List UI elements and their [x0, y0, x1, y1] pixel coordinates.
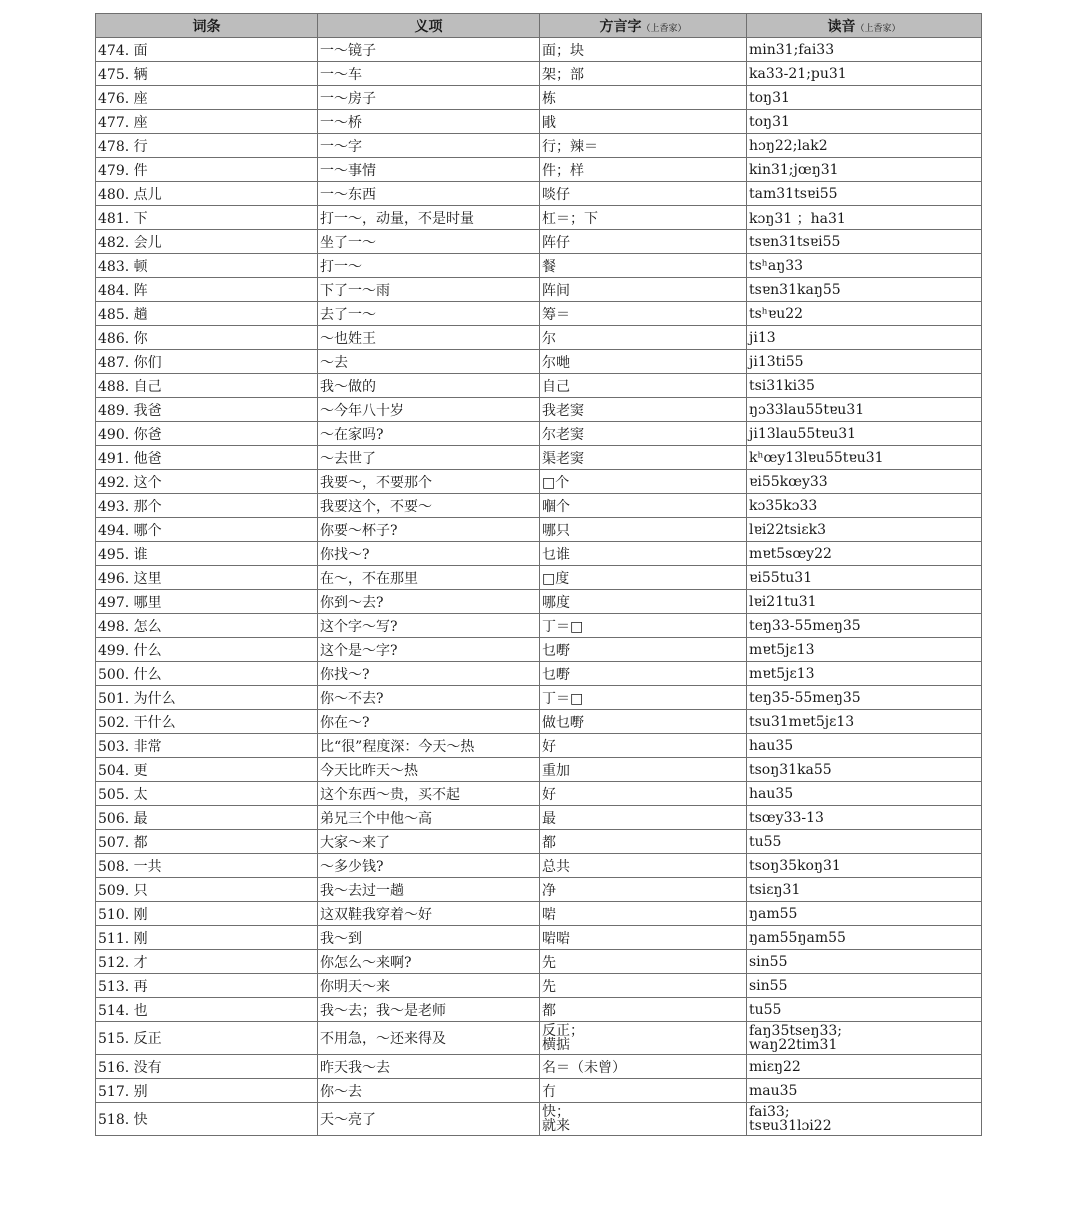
cell-term: 475. 辆: [96, 62, 318, 86]
cell-reading: hau35: [747, 782, 982, 806]
cell-dialect: 名＝（未曾）: [540, 1055, 747, 1079]
cell-reading: tsʰaŋ33: [747, 254, 982, 278]
cell-reading: lɐi21tu31: [747, 590, 982, 614]
cell-term: 481. 下: [96, 206, 318, 230]
cell-dialect: 尔: [540, 326, 747, 350]
table-row: [96, 638, 982, 662]
cell-dialect: 嗰个: [540, 494, 747, 518]
cell-term: 477. 座: [96, 110, 318, 134]
header-reading: 读音（上香家）: [747, 14, 982, 38]
cell-meaning: 你找～?: [318, 542, 540, 566]
cell-dialect: 最: [540, 806, 747, 830]
cell-term: 507. 都: [96, 830, 318, 854]
cell-term: 486. 你: [96, 326, 318, 350]
cell-term: 482. 会儿: [96, 230, 318, 254]
cell-meaning: 去了一～: [318, 302, 540, 326]
cell-dialect: 餐: [540, 254, 747, 278]
table-row: [96, 758, 982, 782]
table-row: [96, 326, 982, 350]
cell-reading: toŋ31: [747, 86, 982, 110]
cell-reading: tam31tsɐi55: [747, 182, 982, 206]
cell-meaning: 你要～杯子?: [318, 518, 540, 542]
cell-meaning: ～也姓王: [318, 326, 540, 350]
cell-reading: sin55: [747, 950, 982, 974]
cell-dialect-line: 快；: [542, 1104, 570, 1120]
cell-meaning: ～多少钱?: [318, 854, 540, 878]
cell-term: 498. 怎么: [96, 614, 318, 638]
cell-term: 506. 最: [96, 806, 318, 830]
table-row: [96, 230, 982, 254]
table-row: [96, 110, 982, 134]
cell-reading: mau35: [747, 1079, 982, 1103]
cell-term: 489. 我爸: [96, 398, 318, 422]
cell-term: 480. 点儿: [96, 182, 318, 206]
table-row: [96, 854, 982, 878]
cell-reading: tsiɛŋ31: [747, 878, 982, 902]
cell-reading-line: tsɐu31lɔi22: [749, 1118, 832, 1134]
header-dialect: 方言字（上香家）: [540, 14, 747, 38]
cell-reading: ji13ti55: [747, 350, 982, 374]
cell-reading: teŋ35-55meŋ35: [747, 686, 982, 710]
cell-reading: ŋam55: [747, 902, 982, 926]
cell-dialect: 件；样: [540, 158, 747, 182]
cell-term: 496. 这里: [96, 566, 318, 590]
cell-reading: mɐt5jɛ13: [747, 662, 982, 686]
cell-meaning: ～去: [318, 350, 540, 374]
cell-meaning: 打一～，动量，不是时量: [318, 206, 540, 230]
table-row: [96, 974, 982, 998]
cell-term: 511. 刚: [96, 926, 318, 950]
cell-dialect: 乜嘢: [540, 662, 747, 686]
cell-term: 502. 干什么: [96, 710, 318, 734]
cell-reading: min31;fai33: [747, 38, 982, 62]
cell-dialect: 啱: [540, 902, 747, 926]
cell-reading-line: fai33;: [749, 1104, 790, 1120]
cell-meaning: 一～事情: [318, 158, 540, 182]
cell-dialect: 乜嘢: [540, 638, 747, 662]
cell-reading: ŋɔ33lau55tɐu31: [747, 398, 982, 422]
cell-meaning: 坐了一～: [318, 230, 540, 254]
cell-meaning: 下了一～雨: [318, 278, 540, 302]
cell-term: 509. 只: [96, 878, 318, 902]
cell-term: 491. 他爸: [96, 446, 318, 470]
cell-dialect: [540, 1103, 747, 1136]
header-dialect-note: （上香家）: [641, 23, 687, 34]
cell-reading: kin31;jœŋ31: [747, 158, 982, 182]
cell-term: 490. 你爸: [96, 422, 318, 446]
cell-meaning: 一～镜子: [318, 38, 540, 62]
cell-term: 513. 再: [96, 974, 318, 998]
cell-meaning: 今天比昨天～热: [318, 758, 540, 782]
cell-reading: hɔŋ22;lak2: [747, 134, 982, 158]
cell-dialect: 啖仔: [540, 182, 747, 206]
cell-dialect: 行；辣＝: [540, 134, 747, 158]
cell-reading: ŋam55ŋam55: [747, 926, 982, 950]
cell-meaning: 你～不去?: [318, 686, 540, 710]
table-row: [96, 566, 982, 590]
cell-reading: kɔ35kɔ33: [747, 494, 982, 518]
cell-meaning: 一～桥: [318, 110, 540, 134]
cell-dialect: 啱啱: [540, 926, 747, 950]
cell-meaning: 弟兄三个中他～高: [318, 806, 540, 830]
cell-meaning: 你～去: [318, 1079, 540, 1103]
cell-reading: tsʰɐu22: [747, 302, 982, 326]
cell-meaning: 你明天～来: [318, 974, 540, 998]
cell-meaning: 大家～来了: [318, 830, 540, 854]
table-row: [96, 710, 982, 734]
cell-dialect: 重加: [540, 758, 747, 782]
cell-dialect: 先: [540, 974, 747, 998]
cell-dialect: 筹＝: [540, 302, 747, 326]
table-row: [96, 806, 982, 830]
cell-reading: kɔŋ31 ；ha31: [747, 206, 982, 230]
header-row: [96, 14, 982, 38]
cell-dialect-line: 横掂: [542, 1037, 570, 1053]
cell-term: 515. 反正: [96, 1022, 318, 1055]
table-row: [96, 1055, 982, 1079]
cell-reading: tsɐn31kaŋ55: [747, 278, 982, 302]
cell-term: 478. 行: [96, 134, 318, 158]
cell-reading: ɐi55kœy33: [747, 470, 982, 494]
table-row: [96, 734, 982, 758]
cell-reading: mɐt5jɛ13: [747, 638, 982, 662]
cell-meaning: 你找～?: [318, 662, 540, 686]
header-meaning: 义项: [318, 14, 540, 38]
cell-term: 517. 别: [96, 1079, 318, 1103]
cell-term: 493. 那个: [96, 494, 318, 518]
cell-term: 487. 你们: [96, 350, 318, 374]
table-row: [96, 446, 982, 470]
cell-term: 488. 自己: [96, 374, 318, 398]
cell-meaning: 一～字: [318, 134, 540, 158]
table-row: [96, 494, 982, 518]
cell-meaning: 这双鞋我穿着～好: [318, 902, 540, 926]
table-row: [96, 902, 982, 926]
cell-term: 500. 什么: [96, 662, 318, 686]
table-row: [96, 830, 982, 854]
cell-reading: tsu31mɐt5jɛ13: [747, 710, 982, 734]
cell-term: 503. 非常: [96, 734, 318, 758]
cell-reading-line: waŋ22tim31: [749, 1037, 838, 1053]
cell-reading: kʰœy13lɐu55tɐu31: [747, 446, 982, 470]
table-row: [96, 278, 982, 302]
cell-dialect: 尔哋: [540, 350, 747, 374]
cell-term: 497. 哪里: [96, 590, 318, 614]
cell-term: 484. 阵: [96, 278, 318, 302]
cell-meaning: 你怎么～来啊?: [318, 950, 540, 974]
cell-reading: toŋ31: [747, 110, 982, 134]
table-row: [96, 1103, 982, 1136]
cell-reading: miɛŋ22: [747, 1055, 982, 1079]
cell-dialect: 好: [540, 782, 747, 806]
cell-reading: hau35: [747, 734, 982, 758]
cell-meaning: 一～车: [318, 62, 540, 86]
cell-term: 474. 面: [96, 38, 318, 62]
cell-reading: ka33-21;pu31: [747, 62, 982, 86]
table-row: [96, 422, 982, 446]
cell-dialect: 渠老窦: [540, 446, 747, 470]
table-row: [96, 1022, 982, 1055]
cell-dialect: 都: [540, 830, 747, 854]
cell-meaning: ～今年八十岁: [318, 398, 540, 422]
cell-meaning: 我要～，不要那个: [318, 470, 540, 494]
cell-meaning: ～去世了: [318, 446, 540, 470]
cell-reading: teŋ33-55meŋ35: [747, 614, 982, 638]
table-row: [96, 998, 982, 1022]
table-row: [96, 470, 982, 494]
cell-dialect: 尔老窦: [540, 422, 747, 446]
table-row: [96, 62, 982, 86]
cell-term: 501. 为什么: [96, 686, 318, 710]
cell-dialect: 面；块: [540, 38, 747, 62]
cell-reading: tsœy33-13: [747, 806, 982, 830]
cell-reading: ji13: [747, 326, 982, 350]
cell-term: 505. 太: [96, 782, 318, 806]
cell-term: 510. 刚: [96, 902, 318, 926]
cell-term: 485. 趟: [96, 302, 318, 326]
table-row: [96, 158, 982, 182]
cell-term: 495. 谁: [96, 542, 318, 566]
table-row: [96, 518, 982, 542]
cell-reading: [747, 1103, 982, 1136]
cell-dialect: 做乜嘢: [540, 710, 747, 734]
table-body: [96, 38, 982, 1136]
cell-dialect: 阵间: [540, 278, 747, 302]
cell-term: 499. 什么: [96, 638, 318, 662]
table-row: [96, 374, 982, 398]
cell-reading: tsi31ki35: [747, 374, 982, 398]
cell-meaning: 比“很”程度深：今天～热: [318, 734, 540, 758]
table-row: [96, 206, 982, 230]
cell-dialect: [540, 1022, 747, 1055]
cell-term: 494. 哪个: [96, 518, 318, 542]
table-row: [96, 86, 982, 110]
cell-term: 479. 件: [96, 158, 318, 182]
cell-term: 492. 这个: [96, 470, 318, 494]
cell-meaning: 我～到: [318, 926, 540, 950]
cell-dialect: 净: [540, 878, 747, 902]
cell-dialect: 总共: [540, 854, 747, 878]
cell-dialect: 哪只: [540, 518, 747, 542]
table-row: [96, 134, 982, 158]
cell-meaning: 我～做的: [318, 374, 540, 398]
table-row: [96, 254, 982, 278]
cell-meaning: 昨天我～去: [318, 1055, 540, 1079]
cell-dialect-line: 就来: [542, 1118, 570, 1134]
cell-dialect: 哪度: [540, 590, 747, 614]
cell-dialect: 乜谁: [540, 542, 747, 566]
cell-dialect: □个: [540, 470, 747, 494]
cell-dialect: 戙: [540, 110, 747, 134]
cell-meaning: 我～去过一趟: [318, 878, 540, 902]
cell-reading: [747, 1022, 982, 1055]
table-row: [96, 302, 982, 326]
cell-meaning: 你到～去?: [318, 590, 540, 614]
cell-term: 516. 没有: [96, 1055, 318, 1079]
cell-meaning: 打一～: [318, 254, 540, 278]
cell-reading: tu55: [747, 998, 982, 1022]
cell-meaning: 在～，不在那里: [318, 566, 540, 590]
cell-reading: tu55: [747, 830, 982, 854]
cell-dialect: 好: [540, 734, 747, 758]
cell-reading-line: faŋ35tseŋ33;: [749, 1023, 843, 1039]
cell-term: 504. 更: [96, 758, 318, 782]
cell-meaning: 你在～?: [318, 710, 540, 734]
cell-reading: ɐi55tu31: [747, 566, 982, 590]
cell-reading: mɐt5sœy22: [747, 542, 982, 566]
header-term: 词条: [96, 14, 318, 38]
cell-meaning: 天～亮了: [318, 1103, 540, 1136]
cell-reading: ji13lau55tɐu31: [747, 422, 982, 446]
table-row: [96, 590, 982, 614]
table-row: [96, 926, 982, 950]
table-row: [96, 1079, 982, 1103]
cell-dialect: 栋: [540, 86, 747, 110]
cell-dialect: 先: [540, 950, 747, 974]
cell-meaning: 我～去；我～是老师: [318, 998, 540, 1022]
table-row: [96, 950, 982, 974]
cell-meaning: 一～东西: [318, 182, 540, 206]
table-row: [96, 782, 982, 806]
table-row: [96, 662, 982, 686]
cell-meaning: 我要这个，不要～: [318, 494, 540, 518]
cell-term: 476. 座: [96, 86, 318, 110]
cell-reading: sin55: [747, 974, 982, 998]
table-row: [96, 398, 982, 422]
cell-dialect: 丁＝□: [540, 614, 747, 638]
cell-dialect: 冇: [540, 1079, 747, 1103]
table-row: [96, 350, 982, 374]
table-row: [96, 38, 982, 62]
cell-term: 518. 快: [96, 1103, 318, 1136]
cell-dialect: □度: [540, 566, 747, 590]
cell-meaning: ～在家吗?: [318, 422, 540, 446]
cell-term: 483. 顿: [96, 254, 318, 278]
cell-term: 512. 才: [96, 950, 318, 974]
vocabulary-table: [95, 13, 982, 1136]
header-reading-note: （上香家）: [855, 23, 901, 34]
cell-dialect-line: 反正；: [542, 1023, 584, 1039]
cell-term: 508. 一共: [96, 854, 318, 878]
cell-reading: tsɐn31tsɐi55: [747, 230, 982, 254]
cell-meaning: 这个字～写?: [318, 614, 540, 638]
cell-dialect: 杠＝；下: [540, 206, 747, 230]
cell-dialect: 自己: [540, 374, 747, 398]
cell-meaning: 这个东西～贵，买不起: [318, 782, 540, 806]
cell-dialect: 架；部: [540, 62, 747, 86]
cell-dialect: 都: [540, 998, 747, 1022]
cell-dialect: 丁＝□: [540, 686, 747, 710]
cell-reading: tsoŋ31ka55: [747, 758, 982, 782]
cell-meaning: 一～房子: [318, 86, 540, 110]
table-row: [96, 542, 982, 566]
table-row: [96, 614, 982, 638]
cell-reading: tsoŋ35koŋ31: [747, 854, 982, 878]
cell-meaning: 不用急，～还来得及: [318, 1022, 540, 1055]
table-row: [96, 182, 982, 206]
cell-dialect: 我老窦: [540, 398, 747, 422]
table-row: [96, 878, 982, 902]
table-row: [96, 686, 982, 710]
cell-dialect: 阵仔: [540, 230, 747, 254]
cell-term: 514. 也: [96, 998, 318, 1022]
cell-meaning: 这个是～字?: [318, 638, 540, 662]
cell-reading: lɐi22tsiɛk3: [747, 518, 982, 542]
